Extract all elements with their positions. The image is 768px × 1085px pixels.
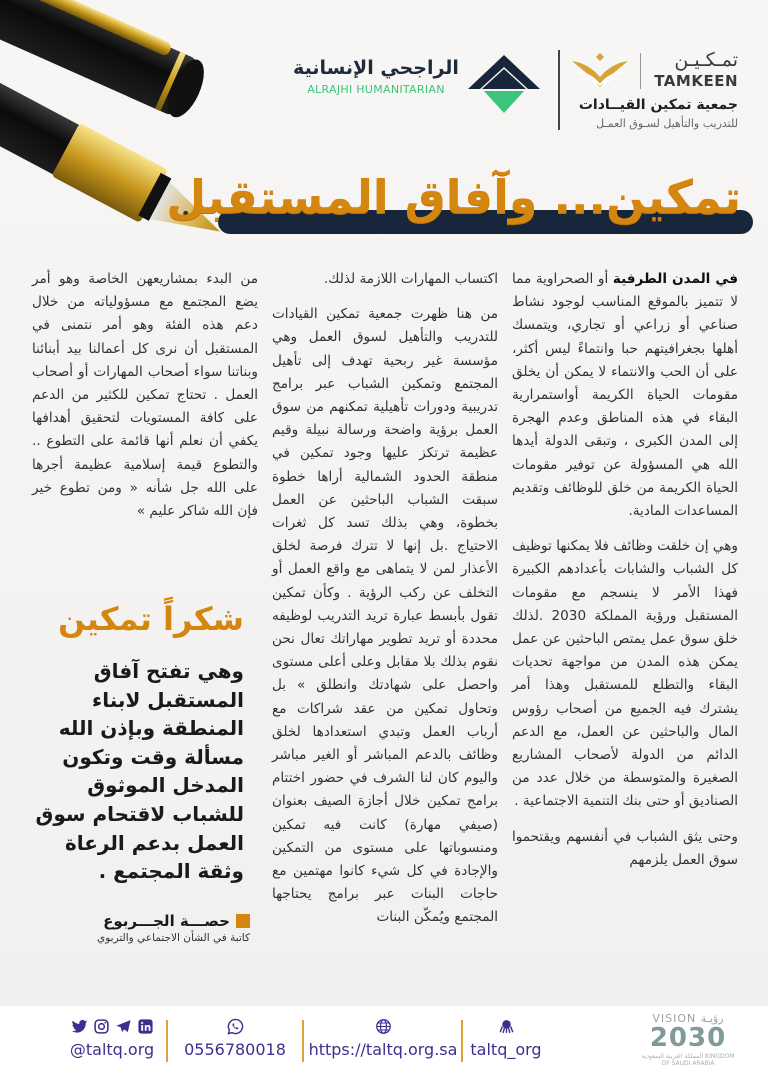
handle-link[interactable]: taltq_org (470, 1040, 542, 1059)
phone-number-link[interactable]: 0556780018 (184, 1040, 286, 1059)
thanks-title: شكراً تمكين (57, 600, 244, 638)
article-paragraph: اكتساب المهارات اللازمة لذلك. (323, 271, 498, 287)
lead-bold-text: في المدن الطرفية (612, 271, 738, 287)
header-logos (290, 45, 740, 140)
tamkeen-english-name: TAMKEEN (654, 72, 738, 90)
tamkeen-logo (570, 45, 740, 140)
instagram-icon[interactable] (93, 1018, 110, 1035)
rajhi-logo-icon (468, 55, 540, 117)
author-name: حصـــة الجـــربوع (103, 912, 230, 930)
tamkeen-arabic-name: تمـكـيـن (674, 49, 738, 71)
article-paragraph: من هنا ظهرت جمعية تمكين القيادات للتدريب والتأهيل لسوق العمل وهي مؤسسة غير ربحية تهدف إلى تأهيل المجتمع وتمكين الشباب عبر برامج تدريبية ودورات تأهيلية تمكنهم من سوق العمل برؤية واضحة ورسالة نبيلة وقيم عظيمة ترتكز عليها وجود تمكين في منطقة الحدود الشمالية أراها خطوة سبقت الشباب الباحثين عن العمل بخطوة، وهي بذلك تسد كل ثغرات الاحتياج .بل إنها لا تترك فرصة لخلق الأعذار لمن لا يتماهى مع واقع العمل أو التخلف عن ركب الرؤية . وكأن تمكين تقول بأبسط عبارة تريد التدريب لوظيفه محددة أو تريد تطوير مهاراتك تعال نحن نقوم بذلك بلا مقابل وعلى أعلى مستوى واحصل على شهادتك وانطلق » بل وتحاول تمكين من عقد شراكات مع أرباب العمل وتبدي استعدادها لخلق وظائف بالدعم المباشر أو الغير مباشر واليوم كان لنا الشرف في حضور اختتام برامج تمكين خلال أجازة الصيف بعنوان (صيفي مهارة) كانت فيه تمكين ومنسوباتها على مستوى من التمكين والإجادة في كل شيء كانوا مهتمين مع حاجات البنات عبر برامج يحتاجها المجتمع ويُمكّن البنات (272, 306, 498, 926)
rajhi-logo-text (290, 57, 462, 96)
article-column-middle (272, 268, 498, 942)
vision-year: 2030 (649, 1023, 727, 1053)
author-square-icon (236, 914, 250, 928)
author-title: كاتبة في الشأن الاجتماعي والتربوي (97, 932, 250, 944)
article-paragraph: وحتى يثق الشباب في أنفسهم ويقتحموا سوق العمل يلزمهم (512, 828, 738, 868)
logo-divider (640, 53, 641, 89)
footer-handle[interactable] (466, 1016, 546, 1059)
whatsapp-icon[interactable] (227, 1018, 244, 1035)
website-link[interactable]: https://taltq.org.sa (308, 1040, 458, 1059)
footer-social[interactable] (52, 1016, 172, 1059)
vision-country: المملكة العربية السعودية KINGDOM OF SAUDI ARABIA (641, 1053, 735, 1067)
article-column-right (512, 268, 738, 884)
headline-text: تمكين... وآفاق المستقبل (166, 170, 741, 224)
tamkeen-org-name: جمعية تمكين القيــادات (578, 97, 738, 113)
footer (0, 1006, 768, 1085)
footer-phone[interactable] (176, 1016, 294, 1059)
linkedin-icon[interactable] (137, 1018, 154, 1035)
headline (166, 170, 753, 238)
globe-icon[interactable] (375, 1018, 392, 1035)
footer-divider (302, 1020, 304, 1062)
twitter-icon[interactable] (71, 1018, 88, 1035)
telegram-icon[interactable] (115, 1018, 132, 1035)
article-column-left (32, 268, 258, 535)
octopus-icon[interactable] (498, 1018, 515, 1035)
author-block (40, 912, 250, 944)
rajhi-english-name: ALRAJHI HUMANITARIAN (307, 83, 445, 96)
social-handle-link[interactable]: @taltq.org (69, 1040, 155, 1059)
tamkeen-bird-icon (570, 51, 630, 93)
paragraph-text: أو الصحراوية مما لا تتميز بالموقع المناسب لوجود نشاط صناعي أو زراعي أو تجاري، ويتمسك أهلها بجغرافيتهم حبا وانتماءً ليس أكثر، على أن الحب والانتماء لا يمكن أن يخلق مقومات الحياة الكريمة أواستمرارية البقاء في هذه المناطق وعدم الهجرة إلى المدن الكبرى ، وتبقى الدولة أيدها الله هي المسؤولة عن توفير مقومات الحياة الكريمة من خلق للوظائف وتقديم المساعدات المادية. (512, 271, 738, 520)
article-paragraph (512, 268, 738, 523)
tamkeen-org-subtitle: للتدريب والتأهيل لسـوق العمـل (596, 117, 738, 130)
vision-2030-logo (638, 1012, 738, 1076)
vision-label: VISION رؤيـة (652, 1012, 724, 1025)
article-paragraph: وهي إن خلقت وظائف فلا يمكنها توظيف كل الشباب والشابات بأعدادهم الكبيرة فهذا الأمر لا ينسجم مع مقومات المستقبل ورؤية المملكة 2030 .لذلك خلق سوق عمل يمتص الباحثين عن عمل يمكن هذه المدن من مواجهة تحديات البقاء والتطلع للمستقبل وهذا أمر يشترك فيه الجميع من أصحاب رؤوس المال والباحثين عن العمل، مع الدعم الدائم من الدولة لأصحاب المشاريع الصغيرة والمتوسطة من خلال عدد من الصناديق أو حتى بنك التنمية الاجتماعية . (512, 538, 738, 810)
pull-quote: وهي تفتح آفاق المستقبل لابناء المنطقة وبإذن الله مسألة وقت وتكون المدخل الموثوق للشباب لاقتحام سوق العمل بدعم الرعاة وثقة المجتمع . (35, 659, 244, 884)
footer-website[interactable] (308, 1016, 458, 1059)
footer-divider (166, 1020, 168, 1062)
rajhi-arabic-name: الراجحي الإنسانية (293, 57, 459, 79)
footer-divider (461, 1020, 463, 1062)
article-paragraph: من البدء بمشاريعهن الخاصة وهو أمر يضع المجتمع مع مسؤولياته من خلال دعم هذه الفئة وهو أمر نتمنى في المستقبل أن نرى كل أعمالنا بيد أبنائنا وبناتنا سواء أصحاب المهارات أو أصحاب العمل . تحتاج تمكين للكثير من الدعم على كافة المستويات لتحقيق أهدافها يكفي أن نعلم أنها قائمة على التطوع .. والتطوع قيمة إسلامية عظيمة أجرها على الله جل شأنه « ومن تطوع خير فإن الله شاكر عليم » (32, 271, 258, 520)
logos-divider (558, 50, 560, 130)
